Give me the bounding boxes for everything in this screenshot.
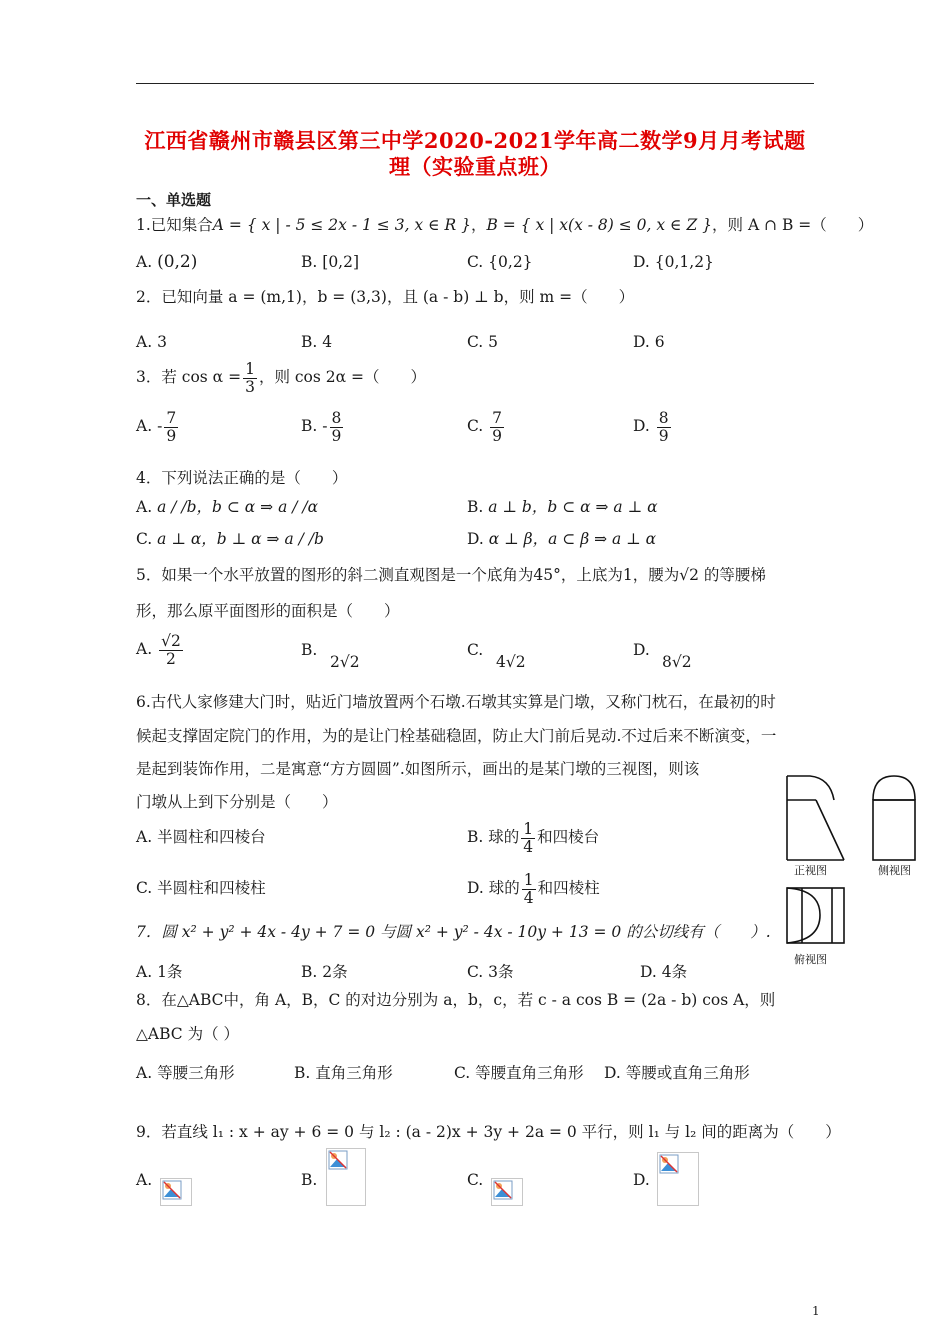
q4-option-c: C. a ⊥ α，b ⊥ α ⇒ a / /b bbox=[136, 530, 324, 548]
q6-option-a: A. 半圆柱和四棱台 bbox=[136, 828, 266, 846]
q2-option-a: A. 3 bbox=[136, 333, 167, 351]
question-6-line-3: 是起到装饰作用，二是寓意“方方圆圆”.如图所示，画出的是某门墩的三视图，则该 bbox=[136, 760, 700, 778]
q6-option-c: C. 半圆柱和四棱柱 bbox=[136, 879, 266, 897]
page-number: 1 bbox=[812, 1304, 820, 1318]
q9-option-c-label: C. bbox=[467, 1171, 484, 1189]
q8-option-b: B. 直角三角形 bbox=[294, 1064, 393, 1082]
q7-option-b: B. 2条 bbox=[301, 963, 348, 981]
question-6-line-1: 6.古代人家修建大门时，贴近门墙放置两个石墩.石墩其实算是门墩，又称门枕石，在最初的时 bbox=[136, 693, 776, 711]
q9-option-b-broken-image-icon bbox=[326, 1148, 366, 1206]
question-5-stem-line-1: 5．如果一个水平放置的图形的斜二测直观图是一个底角为45°，上底为1，腰为√2 的等腰梯 bbox=[136, 566, 766, 584]
q2-option-d: D. 6 bbox=[633, 333, 665, 351]
section-heading: 一、单选题 bbox=[136, 191, 212, 209]
title-line-2: 理（实验重点班） bbox=[389, 154, 561, 179]
question-8-stem-line-1: 8．在△ABC中，角 A，B，C 的对边分别为 a，b，c，若 c - a cos B = (2a - b) cos A，则 bbox=[136, 991, 776, 1009]
q8-option-d: D. 等腰或直角三角形 bbox=[604, 1064, 750, 1082]
question-2-stem: 2．已知向量 a = (m,1)，b = (3,3)，且 (a - b) ⊥ b，则 m =（ ） bbox=[136, 288, 635, 306]
question-6-line-4: 门墩从上到下分别是（ ） bbox=[136, 793, 338, 811]
q1-option-d: D. {0,1,2} bbox=[633, 253, 714, 271]
q5-option-c-value: 4√2 bbox=[496, 653, 526, 671]
q8-option-a: A. 等腰三角形 bbox=[136, 1064, 235, 1082]
front-view-label: 正视图 bbox=[794, 864, 827, 877]
q5-option-b: B. bbox=[301, 641, 318, 659]
q6-option-d: D. 球的 $\frac{1}{4}$ 和四棱柱 bbox=[467, 871, 600, 907]
q9-option-d-broken-image-icon bbox=[657, 1152, 699, 1206]
q9-option-c-broken-image-icon bbox=[491, 1178, 523, 1206]
top-view-label: 俯视图 bbox=[794, 953, 827, 966]
q5-option-d: D. bbox=[633, 641, 650, 659]
title-line-1: 江西省赣州市赣县区第三中学2020-2021学年高二数学9月月考试题 bbox=[144, 128, 806, 153]
q1-option-c: C. {0,2} bbox=[467, 253, 533, 271]
q9-option-d-label: D. bbox=[633, 1171, 650, 1189]
q8-option-c: C. 等腰直角三角形 bbox=[454, 1064, 584, 1082]
q5-option-a: A. $\frac{√2}{2}$ bbox=[136, 632, 181, 668]
q9-option-a-label: A. bbox=[136, 1171, 153, 1189]
q9-option-b-label: B. bbox=[301, 1171, 318, 1189]
q3-option-c: C. $\frac{7}{9}$ bbox=[467, 409, 503, 445]
question-7-stem: 7．圆 x² + y² + 4x - 4y + 7 = 0 与圆 x² + y² - 4x - 10y + 13 = 0 的公切线有（ ）. bbox=[136, 923, 771, 941]
question-9-stem: 9．若直线 l₁ : x + ay + 6 = 0 与 l₂ : (a - 2)x + 3y + 2a = 0 平行，则 l₁ 与 l₂ 间的距离为（ ） bbox=[136, 1123, 841, 1141]
q3-option-a: A. - $\frac{7}{9}$ bbox=[136, 409, 177, 445]
q3-fraction: $\frac{1}{3}$ bbox=[245, 360, 255, 396]
q4-option-b: B. a ⊥ b，b ⊂ α ⇒ a ⊥ α bbox=[467, 498, 658, 516]
q9-option-a-broken-image-icon bbox=[160, 1178, 192, 1206]
q5-option-b-value: 2√2 bbox=[330, 653, 360, 671]
three-view-figure bbox=[782, 770, 917, 970]
q2-option-b: B. 4 bbox=[301, 333, 333, 351]
q2-option-c: C. 5 bbox=[467, 333, 499, 351]
q7-option-c: C. 3条 bbox=[467, 963, 514, 981]
front-view-arc bbox=[787, 776, 834, 800]
question-4-stem: 4．下列说法正确的是（ ） bbox=[136, 469, 348, 487]
question-1-stem: 1.已知集合A = { x | - 5 ≤ 2x - 1 ≤ 3, x ∈ R }，B = { x | x(x - 8) ≤ 0, x ∈ Z }，则 A ∩ B =（ ） bbox=[136, 216, 874, 234]
question-5-stem-line-2: 形，那么原平面图形的面积是（ ） bbox=[136, 602, 400, 620]
q4-option-a: A. a / /b，b ⊂ α ⇒ a / /α bbox=[136, 498, 319, 516]
q5-option-c: C. bbox=[467, 641, 484, 659]
q4-option-d: D. α ⊥ β，a ⊂ β ⇒ a ⊥ α bbox=[467, 530, 657, 548]
question-8-stem-line-2: △ABC 为（ ） bbox=[136, 1025, 240, 1043]
q7-option-d: D. 4条 bbox=[640, 963, 688, 981]
q5-option-d-value: 8√2 bbox=[662, 653, 692, 671]
q3-option-d: D. $\frac{8}{9}$ bbox=[633, 409, 669, 445]
q3-option-b: B. - $\frac{8}{9}$ bbox=[301, 409, 342, 445]
q6-option-b: B. 球的 $\frac{1}{4}$ 和四棱台 bbox=[467, 820, 600, 856]
q7-option-a: A. 1条 bbox=[136, 963, 183, 981]
q1-option-b: B. [0,2] bbox=[301, 253, 360, 271]
header-rule bbox=[136, 83, 814, 84]
question-3-stem: 3．若 cos α = $\frac{1}{3}$ ，则 cos 2α =（ ） bbox=[136, 360, 427, 396]
side-view-label: 侧视图 bbox=[878, 864, 911, 877]
q1-option-a: A. (0,2) bbox=[136, 252, 198, 272]
question-6-line-2: 候起支撑固定院门的作用，为的是让门栓基础稳固，防止大门前后晃动.不过后来不断演变，一 bbox=[136, 727, 777, 745]
